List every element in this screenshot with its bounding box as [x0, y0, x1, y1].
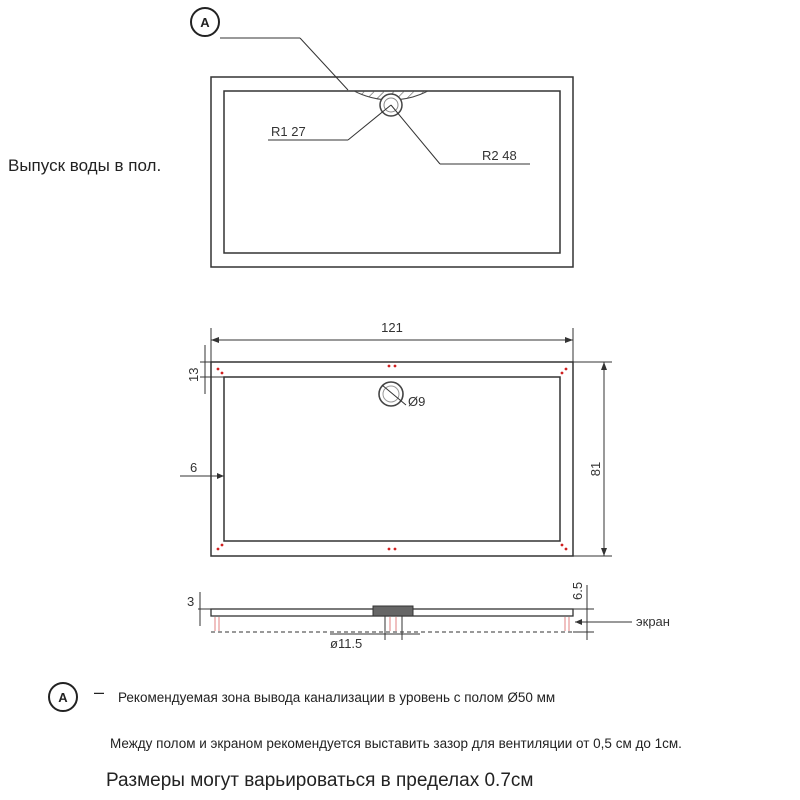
- note-drain-zone: Рекомендуемая зона вывода канализации в уровень с полом Ø50 мм: [118, 690, 556, 705]
- thickness-label: 3: [187, 594, 195, 609]
- marker-a-top-label: A: [200, 15, 210, 30]
- drain-label: ø11.5: [330, 636, 363, 651]
- marker-a-top: [191, 8, 219, 36]
- total-height-label: 6.5: [570, 581, 585, 600]
- height-arrow-bottom: [601, 548, 607, 556]
- drain-zone: [311, 0, 471, 100]
- r1-leader: [348, 105, 391, 140]
- water-outlet-label: Выпуск воды в пол.: [8, 156, 162, 175]
- r1-label: R1 27: [271, 124, 306, 139]
- marker-a-note-label: A: [58, 690, 68, 705]
- drain-section: [373, 606, 413, 616]
- r2-label: R2 48: [482, 148, 517, 163]
- side-margin-label: 6: [190, 460, 198, 475]
- marker-a-leader-diag: [300, 38, 348, 90]
- screen-label: экран: [636, 614, 670, 629]
- side-margin-arrow: [217, 473, 224, 479]
- r2-leader: [391, 105, 440, 164]
- height-label: 81: [588, 461, 603, 477]
- hole-label: Ø9: [408, 394, 426, 409]
- note-ventilation-gap: Между полом и экраном рекомендуется выставить зазор для вентиляции от 0,5 см до 1см.: [110, 736, 682, 751]
- screen-arrow: [575, 619, 582, 625]
- note-tolerance: Размеры могут варьироваться в пределах 0.7см: [106, 770, 534, 791]
- width-arrow-right: [565, 337, 573, 343]
- marker-a-note: [49, 683, 77, 711]
- height-arrow-top: [601, 362, 607, 370]
- width-arrow-left: [211, 337, 219, 343]
- top-margin-label: 13: [186, 367, 201, 382]
- width-label: 121: [381, 320, 403, 335]
- note-dash: –: [94, 682, 105, 702]
- support-legs: [215, 617, 569, 631]
- drain-zone-hatch: [311, 0, 471, 100]
